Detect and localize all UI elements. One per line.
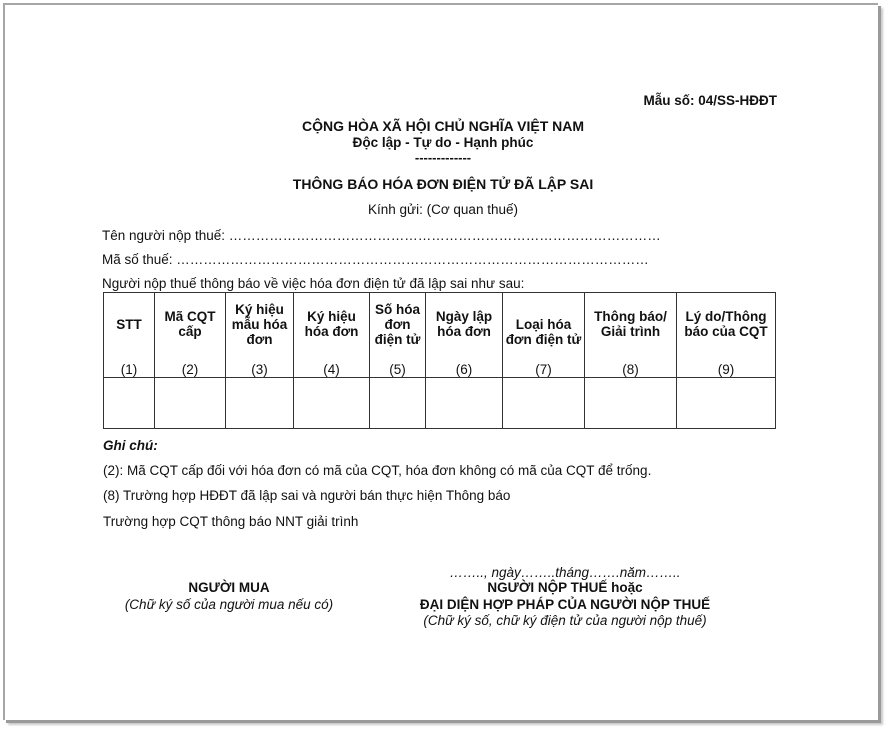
table-cell[interactable] <box>585 378 677 429</box>
motto: Độc lập - Tự do - Hạnh phúc <box>352 135 534 150</box>
intro-line: Người nộp thuế thông báo về việc hóa đơn điện tử đã lập sai như sau: <box>102 276 525 291</box>
note-item: Trường hợp CQT thông báo NNT giải trình <box>103 514 359 529</box>
column-header: Lý do/Thông báo của CQT (9) <box>677 293 776 378</box>
column-header: Loại hóa đơn điện tử (7) <box>503 293 585 378</box>
taxpayer-signature-note: (Chữ ký số, chữ ký điện tử của người nộp thuế) <box>423 613 707 628</box>
invoice-table <box>103 292 776 429</box>
recipient-line: Kính gửi: (Cơ quan thuế) <box>368 202 518 217</box>
table-cell[interactable] <box>294 378 370 429</box>
column-header: Ký hiệu mẫu hóa đơn (3) <box>226 293 294 378</box>
table-cell[interactable] <box>155 378 226 429</box>
column-header: Thông báo/ Giải trình (8) <box>585 293 677 378</box>
representative-title: ĐẠI DIỆN HỢP PHÁP CỦA NGƯỜI NỘP THUẾ <box>419 597 711 612</box>
table-cell[interactable] <box>226 378 294 429</box>
column-header: Mã CQT cấp (2) <box>155 293 226 378</box>
note-item: (2): Mã CQT cấp đối với hóa đơn có mã của CQT, hóa đơn không có mã của CQT để trống. <box>103 463 652 478</box>
table-header-row <box>104 293 776 378</box>
column-header: Ký hiệu hóa đơn (4) <box>294 293 370 378</box>
table-cell[interactable] <box>370 378 426 429</box>
column-header: Số hóa đơn điện tử (5) <box>370 293 426 378</box>
column-header: Ngày lập hóa đơn (6) <box>426 293 503 378</box>
taxpayer-name-field[interactable]: Tên người nộp thuế: …………………………………………………………………………………… <box>102 228 661 243</box>
column-header: STT (1) <box>104 293 155 378</box>
note-item: (8) Trường hợp HĐĐT đã lập sai và người bán thực hiện Thông báo <box>103 488 511 503</box>
table-cell[interactable] <box>677 378 776 429</box>
tax-code-field[interactable]: Mã số thuế: …………………………………………………………………………………………… <box>102 252 649 267</box>
form-number: Mẫu số: 04/SS-HĐĐT <box>643 93 777 108</box>
buyer-signature-note: (Chữ ký số của người mua nếu có) <box>124 597 334 612</box>
nation-heading: CỘNG HÒA XÃ HỘI CHỦ NGHĨA VIỆT NAM <box>301 118 585 134</box>
table-cell[interactable] <box>426 378 503 429</box>
separator: ------------- <box>414 150 472 165</box>
date-line[interactable]: …….., ngày……..tháng…….năm…….. <box>449 565 681 580</box>
table-row <box>104 378 776 429</box>
notes-heading: Ghi chú: <box>103 438 158 453</box>
table-cell[interactable] <box>503 378 585 429</box>
table-cell[interactable] <box>104 378 155 429</box>
buyer-title: NGƯỜI MUA <box>188 580 270 595</box>
document-title: THÔNG BÁO HÓA ĐƠN ĐIỆN TỬ ĐÃ LẬP SAI <box>292 176 594 192</box>
taxpayer-title: NGƯỜI NỘP THUẾ hoặc <box>487 580 643 595</box>
